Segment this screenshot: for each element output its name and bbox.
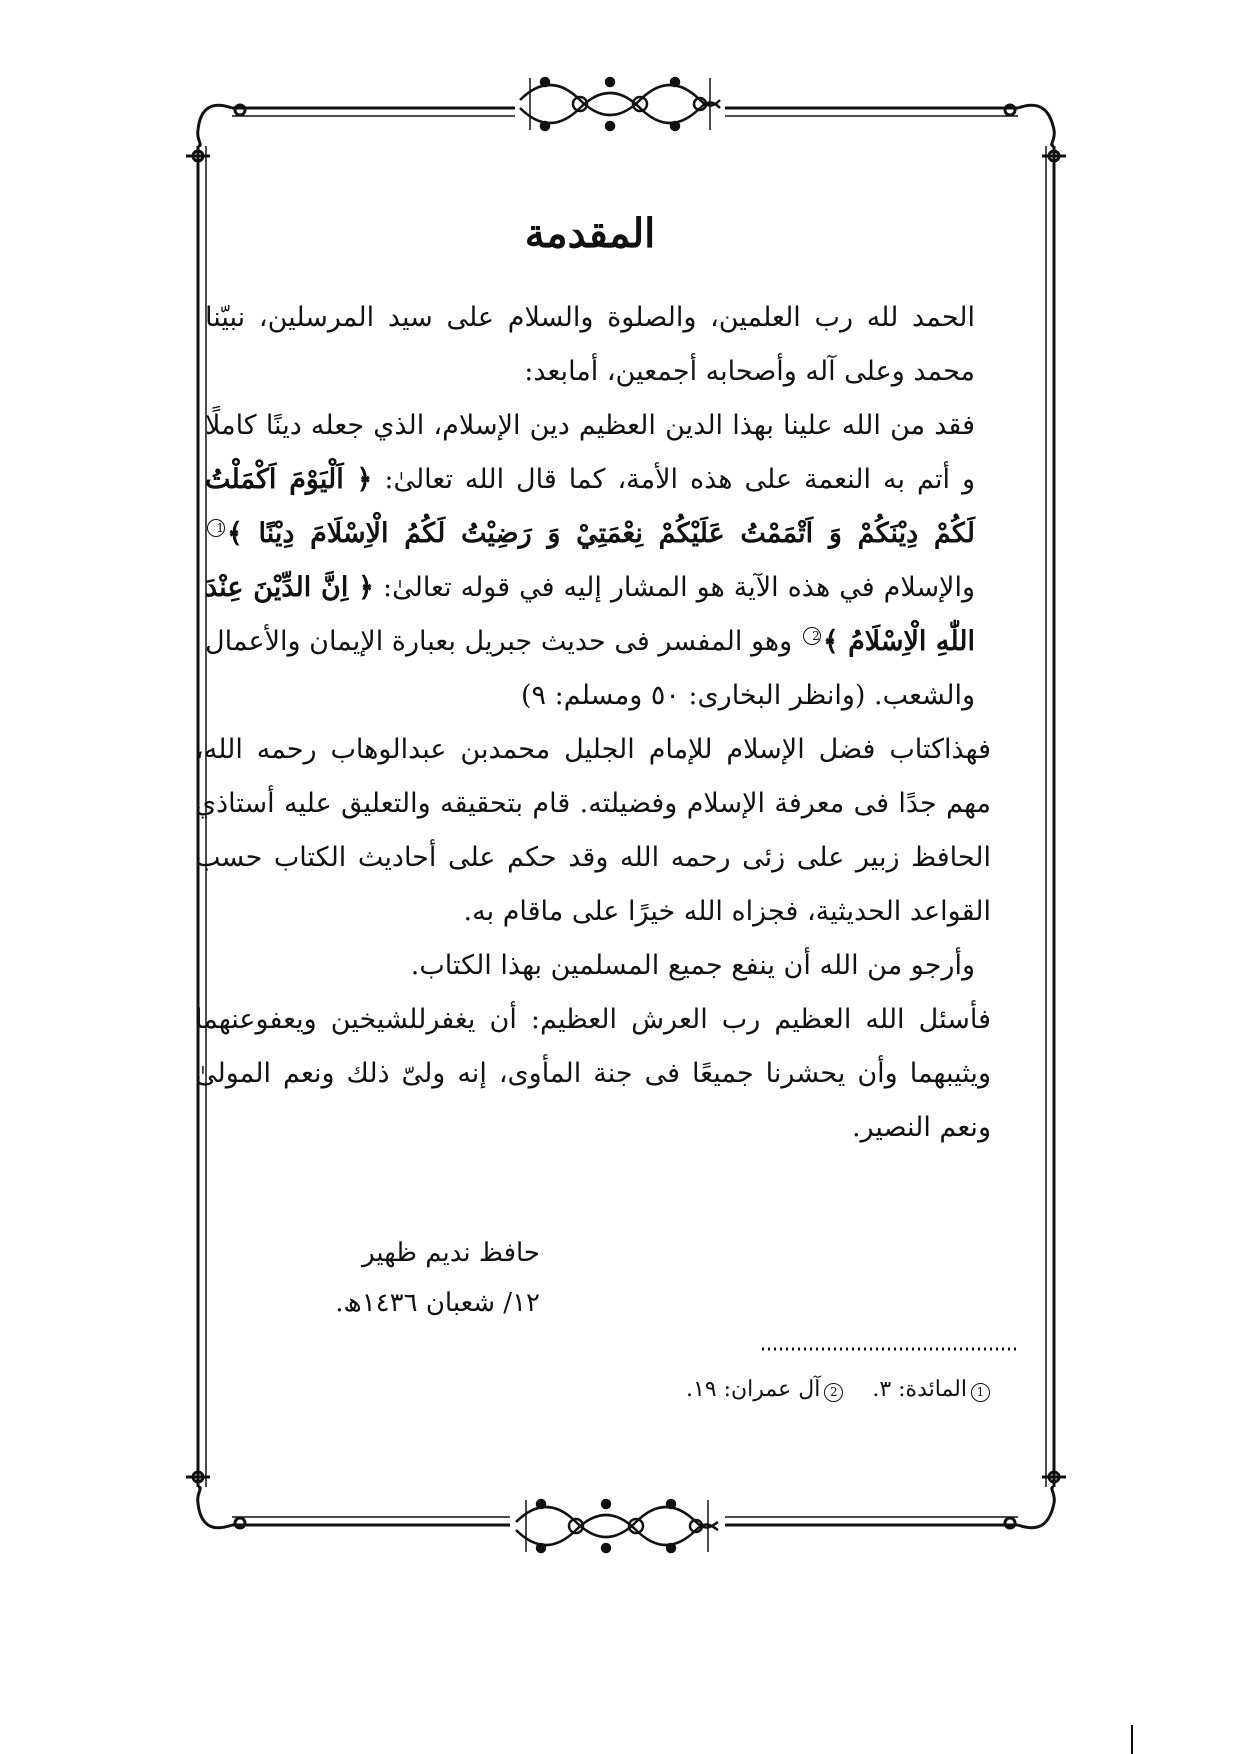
footnotes [664, 1377, 990, 1402]
opening-paragraph: الحمد لله رب العلمين، والصلوة والسلام على سيد المرسلين، نبيّنا محمد وعلى آله وأصحابه أجمعين، أمابعد: [205, 302, 975, 387]
quran-verse-maidah: ﴿ اَلْيَوْمَ اَكْمَلْتُ لَكُمْ دِيْنَكُمْ وَ اَتْمَمْتُ عَلَيْكُمْ نِعْمَتِيْ وَ رَضِيْتُ لَكُمُ الْاِسْلَامَ دِيْنًا ﴾ [205, 464, 975, 549]
bottom-arabesque-ornament [510, 1497, 725, 1555]
intro-mid-text: والإسلام في هذه الآية هو المشار إليه في قوله تعالىٰ: [383, 572, 975, 603]
top-arabesque-ornament [515, 75, 725, 131]
footnote-1-text: المائدة: ٣. [872, 1377, 967, 1402]
signature-block [335, 1228, 540, 1328]
footnote-2-text: آل عمران: ١٩. [685, 1377, 821, 1402]
footnote-2-number: 2 [824, 1383, 843, 1402]
footnote-marker-2: 2 [803, 627, 821, 645]
page-title: المقدمة [524, 210, 656, 257]
book-paragraph: فهذاكتاب فضل الإسلام للإمام الجليل محمدبن عبدالوهاب رحمه الله، مهم جدًا فى معرفة الإسلام وفضيلته. قام بتحقيقه والتعليق عليه أستاذي الحافظ زبير على زئى رحمه الله وقد حكم على أحاديث الكتاب حسب القواعد الحديثية، فجزاه الله خيرًا على ماقام به. [195, 734, 991, 927]
date-line: ١٢/ شعبان ١٤٣٦ھ. [335, 1288, 540, 1318]
author-name: حافظ نديم ظهير [362, 1238, 540, 1268]
quran-verse-al-imran: ﴿ اِنَّ الدِّيْنَ عِنْدَ اللّٰهِ الْاِسْلَامُ ﴾ [205, 572, 975, 657]
document-body [195, 210, 991, 1155]
footnote-1-number: 1 [971, 1383, 990, 1402]
intro-text: فقد من الله علينا بهذا الدين العظيم دين الإسلام، الذي جعله دينًا كاملًا و أتم به النعمة على هذه الأمة، كما قال الله تعالىٰ: [205, 410, 975, 495]
intro-end-text: وهو المفسر فى حديث جبريل بعبارة الإيمان والأعمال والشعب. (وانظر البخارى: ٥٠ ومسلم: ٩) [205, 626, 975, 711]
prayer-paragraph: فأسئل الله العظيم رب العرش العظيم: أن يغفرللشيخين ويعفوعنهما ويثيبهما وأن يحشرنا جميعًا فى جنة المأوى، إنه ولىّ ذلك ونعم المولىٰ ونعم النصير. [195, 1004, 991, 1143]
footnote-marker-1: 1 [207, 519, 225, 537]
intro-paragraph [205, 399, 975, 723]
hope-paragraph: وأرجو من الله أن ينفع جميع المسلمين بهذا الكتاب. [410, 950, 975, 981]
